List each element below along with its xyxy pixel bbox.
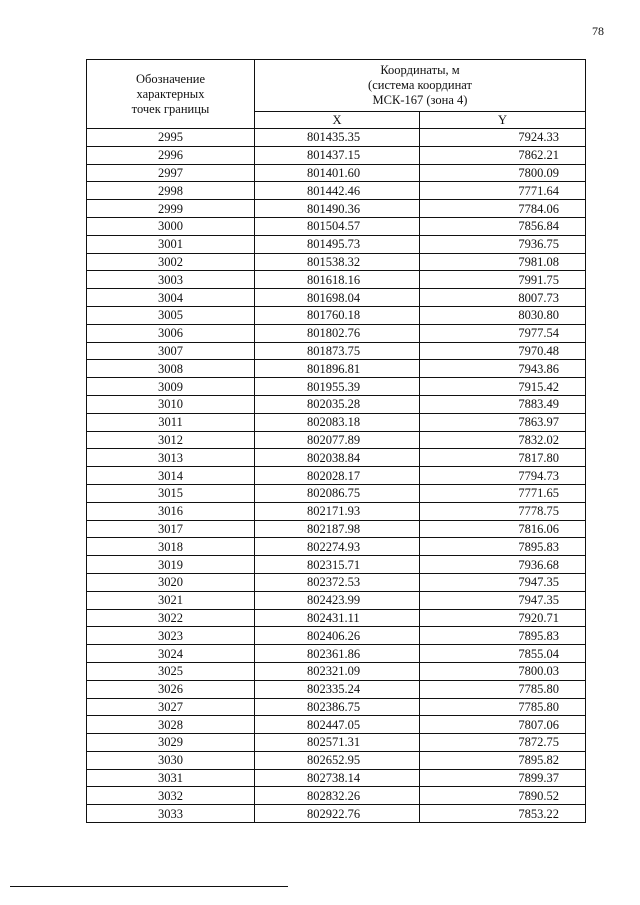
table-row xyxy=(87,484,586,502)
point-id-cell: 3030 xyxy=(87,751,255,769)
point-id-cell: 3023 xyxy=(87,627,255,645)
y-coordinate-cell: 7853.22 xyxy=(420,805,586,823)
point-id-cell: 2997 xyxy=(87,164,255,182)
table-row xyxy=(87,182,586,200)
x-coordinate-cell: 802423.99 xyxy=(255,591,420,609)
x-coordinate-cell: 801442.46 xyxy=(255,182,420,200)
y-coordinate-cell: 7872.75 xyxy=(420,734,586,752)
y-coordinate-cell: 7947.35 xyxy=(420,591,586,609)
table-row xyxy=(87,662,586,680)
point-id-cell: 2996 xyxy=(87,146,255,164)
y-coordinate-cell: 7981.08 xyxy=(420,253,586,271)
point-id-cell: 3002 xyxy=(87,253,255,271)
table-row xyxy=(87,217,586,235)
table-row xyxy=(87,449,586,467)
x-coordinate-cell: 802187.98 xyxy=(255,520,420,538)
y-coordinate-cell: 7924.33 xyxy=(420,129,586,147)
point-id-cell: 3000 xyxy=(87,217,255,235)
point-id-cell: 3011 xyxy=(87,413,255,431)
y-coordinate-cell: 7943.86 xyxy=(420,360,586,378)
x-coordinate-cell: 801490.36 xyxy=(255,200,420,218)
x-coordinate-cell: 802571.31 xyxy=(255,734,420,752)
point-id-cell: 3024 xyxy=(87,645,255,663)
point-id-cell: 3015 xyxy=(87,484,255,502)
y-coordinate-cell: 7785.80 xyxy=(420,698,586,716)
x-coordinate-cell: 802372.53 xyxy=(255,573,420,591)
table-row xyxy=(87,769,586,787)
point-id-cell: 3008 xyxy=(87,360,255,378)
x-coordinate-cell: 801504.57 xyxy=(255,217,420,235)
table-row xyxy=(87,680,586,698)
point-id-cell: 3029 xyxy=(87,734,255,752)
y-coordinate-cell: 7977.54 xyxy=(420,324,586,342)
x-coordinate-cell: 802038.84 xyxy=(255,449,420,467)
table-row xyxy=(87,591,586,609)
table-row xyxy=(87,395,586,413)
table-row xyxy=(87,556,586,574)
point-id-cell: 3033 xyxy=(87,805,255,823)
point-id-cell: 3028 xyxy=(87,716,255,734)
y-coordinate-cell: 7855.04 xyxy=(420,645,586,663)
x-coordinate-cell: 801873.75 xyxy=(255,342,420,360)
point-id-cell: 3012 xyxy=(87,431,255,449)
table-row xyxy=(87,467,586,485)
y-coordinate-cell: 7890.52 xyxy=(420,787,586,805)
point-header-line: Обозначение xyxy=(135,71,206,86)
x-coordinate-cell: 801538.32 xyxy=(255,253,420,271)
x-coordinate-cell: 801955.39 xyxy=(255,378,420,396)
point-column-header xyxy=(87,60,255,129)
table-row xyxy=(87,431,586,449)
table-row xyxy=(87,324,586,342)
table-row xyxy=(87,129,586,147)
boundary-coordinates-table xyxy=(86,59,586,823)
point-id-cell: 3014 xyxy=(87,467,255,485)
y-coordinate-cell: 7807.06 xyxy=(420,716,586,734)
y-coordinate-cell: 7785.80 xyxy=(420,680,586,698)
x-coordinate-cell: 802922.76 xyxy=(255,805,420,823)
point-id-cell: 3020 xyxy=(87,573,255,591)
y-coordinate-cell: 7832.02 xyxy=(420,431,586,449)
y-coordinate-cell: 7816.06 xyxy=(420,520,586,538)
table-row xyxy=(87,609,586,627)
coords-header-line: (система координат xyxy=(368,78,472,92)
y-coordinate-cell: 7771.65 xyxy=(420,484,586,502)
y-coordinate-cell: 7895.82 xyxy=(420,751,586,769)
table-row xyxy=(87,235,586,253)
table-row xyxy=(87,751,586,769)
x-coordinate-cell: 802274.93 xyxy=(255,538,420,556)
y-coordinate-cell: 7863.97 xyxy=(420,413,586,431)
point-id-cell: 3010 xyxy=(87,395,255,413)
y-coordinate-cell: 7947.35 xyxy=(420,573,586,591)
point-id-cell: 3003 xyxy=(87,271,255,289)
table-row xyxy=(87,271,586,289)
x-column-header: X xyxy=(255,112,420,129)
x-coordinate-cell: 801760.18 xyxy=(255,306,420,324)
x-coordinate-cell: 802035.28 xyxy=(255,395,420,413)
x-coordinate-cell: 802832.26 xyxy=(255,787,420,805)
point-id-cell: 3022 xyxy=(87,609,255,627)
point-id-cell: 2998 xyxy=(87,182,255,200)
x-coordinate-cell: 801802.76 xyxy=(255,324,420,342)
point-header-line: точек границы xyxy=(131,101,210,116)
point-id-cell: 3001 xyxy=(87,235,255,253)
y-coordinate-cell: 7915.42 xyxy=(420,378,586,396)
table-row xyxy=(87,146,586,164)
y-coordinate-cell: 7771.64 xyxy=(420,182,586,200)
x-coordinate-cell: 802652.95 xyxy=(255,751,420,769)
x-coordinate-cell: 802386.75 xyxy=(255,698,420,716)
x-coordinate-cell: 802361.86 xyxy=(255,645,420,663)
point-id-cell: 3006 xyxy=(87,324,255,342)
table-row xyxy=(87,698,586,716)
x-coordinate-cell: 802447.05 xyxy=(255,716,420,734)
x-coordinate-cell: 801896.81 xyxy=(255,360,420,378)
x-coordinate-cell: 801437.15 xyxy=(255,146,420,164)
y-coordinate-cell: 7970.48 xyxy=(420,342,586,360)
y-coordinate-cell: 7800.09 xyxy=(420,164,586,182)
y-coordinate-cell: 8030.80 xyxy=(420,306,586,324)
point-id-cell: 3031 xyxy=(87,769,255,787)
x-coordinate-cell: 801435.35 xyxy=(255,129,420,147)
x-coordinate-cell: 802315.71 xyxy=(255,556,420,574)
y-coordinate-cell: 7784.06 xyxy=(420,200,586,218)
y-column-header: Y xyxy=(420,112,586,129)
point-id-cell: 3013 xyxy=(87,449,255,467)
point-id-cell: 2999 xyxy=(87,200,255,218)
table-row xyxy=(87,627,586,645)
table-row xyxy=(87,538,586,556)
x-coordinate-cell: 802086.75 xyxy=(255,484,420,502)
table-row xyxy=(87,716,586,734)
y-coordinate-cell: 7899.37 xyxy=(420,769,586,787)
x-coordinate-cell: 802738.14 xyxy=(255,769,420,787)
table-row xyxy=(87,306,586,324)
point-id-cell: 3025 xyxy=(87,662,255,680)
point-id-cell: 3007 xyxy=(87,342,255,360)
table-row xyxy=(87,502,586,520)
table-row xyxy=(87,645,586,663)
y-coordinate-cell: 7883.49 xyxy=(420,395,586,413)
x-coordinate-cell: 802028.17 xyxy=(255,467,420,485)
coords-header-line: МСК-167 (зона 4) xyxy=(372,93,468,107)
point-id-cell: 3016 xyxy=(87,502,255,520)
y-coordinate-cell: 7800.03 xyxy=(420,662,586,680)
table-row xyxy=(87,413,586,431)
y-coordinate-cell: 8007.73 xyxy=(420,289,586,307)
y-coordinate-cell: 7895.83 xyxy=(420,627,586,645)
point-id-cell: 3005 xyxy=(87,306,255,324)
y-coordinate-cell: 7936.75 xyxy=(420,235,586,253)
point-header-line: характерных xyxy=(136,86,205,101)
y-coordinate-cell: 7794.73 xyxy=(420,467,586,485)
x-coordinate-cell: 802077.89 xyxy=(255,431,420,449)
point-id-cell: 3026 xyxy=(87,680,255,698)
table-row xyxy=(87,378,586,396)
x-coordinate-cell: 802083.18 xyxy=(255,413,420,431)
table-row xyxy=(87,805,586,823)
x-coordinate-cell: 801618.16 xyxy=(255,271,420,289)
table-row xyxy=(87,253,586,271)
x-coordinate-cell: 801401.60 xyxy=(255,164,420,182)
table-row xyxy=(87,200,586,218)
y-coordinate-cell: 7817.80 xyxy=(420,449,586,467)
coordinates-column-header xyxy=(255,60,586,112)
table-row xyxy=(87,164,586,182)
x-coordinate-cell: 802431.11 xyxy=(255,609,420,627)
x-coordinate-cell: 802171.93 xyxy=(255,502,420,520)
x-coordinate-cell: 802321.09 xyxy=(255,662,420,680)
y-coordinate-cell: 7991.75 xyxy=(420,271,586,289)
y-coordinate-cell: 7895.83 xyxy=(420,538,586,556)
y-coordinate-cell: 7856.84 xyxy=(420,217,586,235)
table-row xyxy=(87,734,586,752)
y-coordinate-cell: 7936.68 xyxy=(420,556,586,574)
table-row xyxy=(87,342,586,360)
page-number: 78 xyxy=(592,24,604,38)
point-id-cell: 3004 xyxy=(87,289,255,307)
x-coordinate-cell: 801698.04 xyxy=(255,289,420,307)
point-id-cell: 3018 xyxy=(87,538,255,556)
coords-header-line: Координаты, м xyxy=(380,63,460,77)
footer-rule xyxy=(10,886,288,887)
table-row xyxy=(87,573,586,591)
point-id-cell: 3032 xyxy=(87,787,255,805)
table-header xyxy=(87,60,586,129)
point-id-cell: 3021 xyxy=(87,591,255,609)
x-coordinate-cell: 802335.24 xyxy=(255,680,420,698)
point-id-cell: 3019 xyxy=(87,556,255,574)
table-body xyxy=(87,129,586,823)
table-row xyxy=(87,289,586,307)
y-coordinate-cell: 7862.21 xyxy=(420,146,586,164)
point-id-cell: 2995 xyxy=(87,129,255,147)
y-coordinate-cell: 7778.75 xyxy=(420,502,586,520)
table-row xyxy=(87,360,586,378)
point-id-cell: 3009 xyxy=(87,378,255,396)
table-row xyxy=(87,520,586,538)
x-coordinate-cell: 801495.73 xyxy=(255,235,420,253)
point-id-cell: 3017 xyxy=(87,520,255,538)
y-coordinate-cell: 7920.71 xyxy=(420,609,586,627)
table-row xyxy=(87,787,586,805)
point-id-cell: 3027 xyxy=(87,698,255,716)
x-coordinate-cell: 802406.26 xyxy=(255,627,420,645)
